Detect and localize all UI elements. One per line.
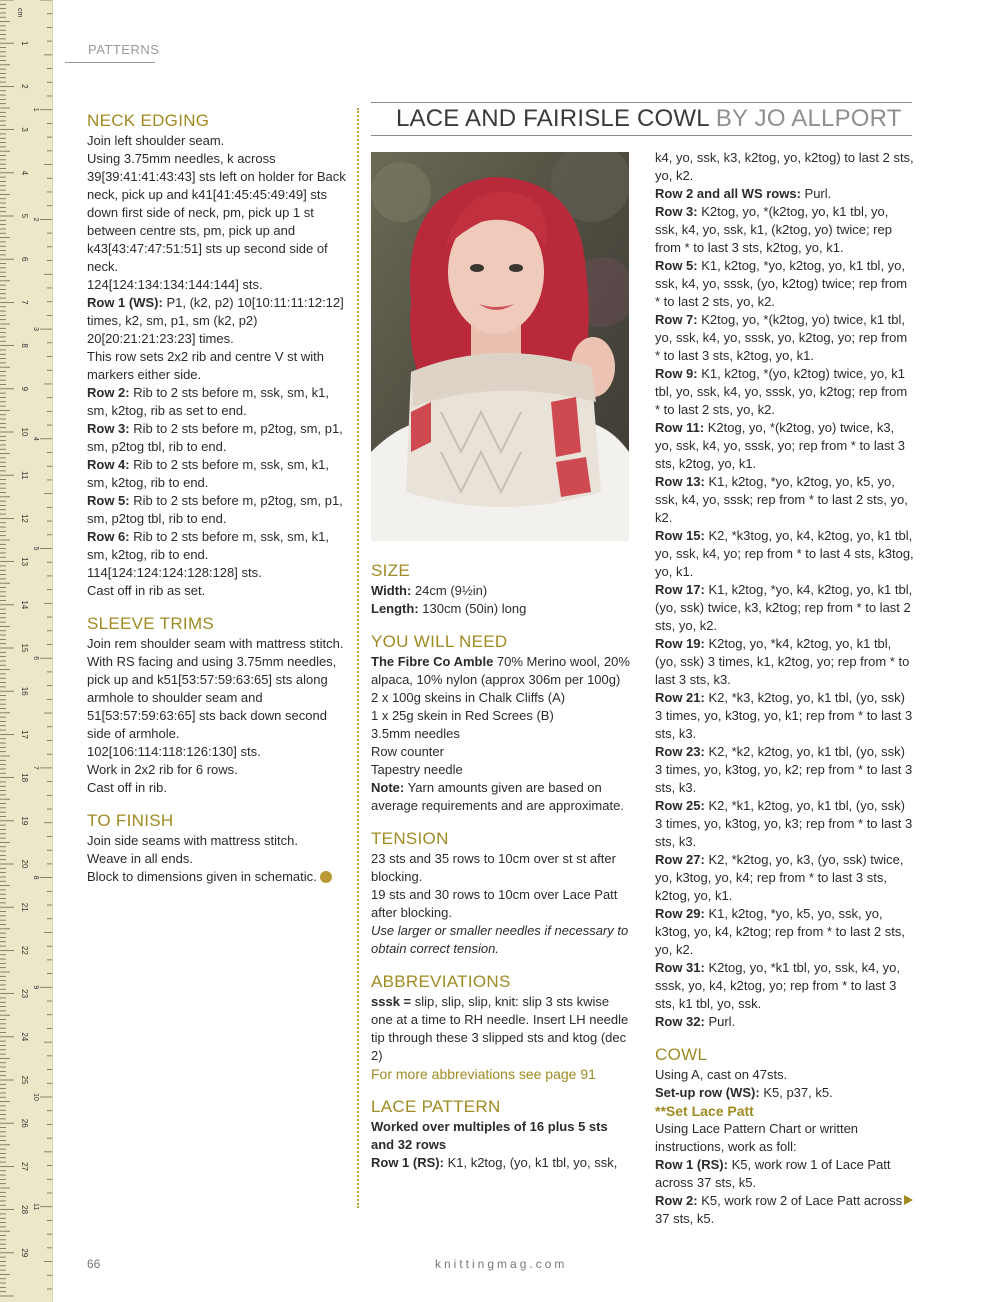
abbr-text: slip, slip, slip, knit: slip 3 sts kwise one at a time to RH needle. Insert LH needle tip through these 3 slipped sts and ktog (dec 2) xyxy=(371,994,629,1063)
row-text: K2tog, yo, *k1 tbl, yo, ssk, k4, yo, sssk, yo, k4, k2tog, yo; rep from * to last 3 sts, k1 tbl, yo, ssk. xyxy=(655,960,900,1011)
row-text: P1, (k2, p2) 10[10:11:11:12:12] times, k2, sm, p1, sm (k2, p2) 20[20:21:21:23:23] times. xyxy=(87,295,344,346)
lace-row xyxy=(655,203,915,257)
row-label: Row 25: xyxy=(655,798,705,813)
paragraph: With RS facing and using 3.75mm needles, pick up and k51[53:57:59:63:65] sts along armhole to shoulder seam and 51[53:57:59:63:65] sts back down second side of armhole. xyxy=(87,654,337,741)
row-text: K1, k2tog, *(yo, k2tog) twice, yo, k1 tbl, yo, ssk, k4, yo, sssk, yo, k2tog; rep from * to last 2 sts, yo, k2. xyxy=(655,366,908,417)
row-text: Rib to 2 sts before m, p2tog, sm, p1, sm, p2tog tbl, rib to end. xyxy=(87,493,343,526)
row-text: Purl. xyxy=(800,186,832,201)
paragraph: 23 sts and 35 rows to 10cm over st st after blocking. xyxy=(371,851,616,884)
column-left xyxy=(87,110,347,886)
page-number: 66 xyxy=(87,1257,101,1271)
triangle-right-icon[interactable] xyxy=(904,1195,913,1205)
paragraph-italic: Use larger or smaller needles if necessary to obtain correct tension. xyxy=(371,923,629,956)
ruler-label-cm: 26 xyxy=(20,1118,29,1128)
ruler-label-cm: 11 xyxy=(20,471,29,480)
label: Length: xyxy=(371,601,419,616)
heading-tension: TENSION xyxy=(371,829,449,848)
row-instruction xyxy=(655,1192,915,1228)
row-text: K2, *k3, k2tog, yo, k1 tbl, (yo, ssk) 3 times, yo, k3tog, yo, k1; rep from * to last 3 sts, k3. xyxy=(655,690,913,741)
ruler-label-in: 5 xyxy=(32,546,39,551)
ruler-label-in: 4 xyxy=(32,436,39,441)
row-instruction xyxy=(87,456,347,492)
paragraph: Join left shoulder seam. xyxy=(87,133,225,148)
row-text: K2, *k1, k2tog, yo, k1 tbl, (yo, ssk) 3 times, yo, k3tog, yo, k3; rep from * to last 3 sts, k3. xyxy=(655,798,913,849)
lace-intro: Worked over multiples of 16 plus 5 sts and 32 rows xyxy=(371,1119,608,1152)
lace-row xyxy=(655,905,915,959)
row-instruction xyxy=(87,492,347,528)
ruler-label-in: 2 xyxy=(32,217,39,222)
title-main: LACE AND FAIRISLE COWL xyxy=(396,105,709,132)
ruler-label-in: 6 xyxy=(32,656,39,661)
ruler-label-in: 7 xyxy=(32,765,39,770)
ruler-label-in: 8 xyxy=(32,875,39,880)
ruler-label-cm: 8 xyxy=(20,343,29,348)
heading-to-finish: TO FINISH xyxy=(87,811,174,830)
lace-row xyxy=(655,797,915,851)
row-text: K5, work row 1 of Lace Patt across 37 sts, k5. xyxy=(655,1157,891,1190)
ruler-label-cm: 21 xyxy=(20,902,29,912)
row-label: Row 15: xyxy=(655,528,705,543)
size-width xyxy=(371,582,633,600)
row-label: Row 3: xyxy=(87,421,130,436)
row-text: K5, work row 2 of Lace Patt across 37 sts, k5. xyxy=(655,1193,903,1226)
ruler-label-cm: 10 xyxy=(20,427,29,437)
paragraph-final xyxy=(87,868,347,886)
material-item: 3.5mm needles xyxy=(371,726,460,741)
ruler-label-in: 11 xyxy=(32,1203,39,1211)
heading-sleeve-trims: SLEEVE TRIMS xyxy=(87,614,215,633)
paragraph: Weave in all ends. xyxy=(87,851,193,866)
ruler-label-cm: 27 xyxy=(20,1161,29,1171)
material-item: 2 x 100g skeins in Chalk Cliffs (A) xyxy=(371,690,566,705)
abbreviation-sssk xyxy=(371,993,633,1065)
row-label: Row 27: xyxy=(655,852,705,867)
column-middle xyxy=(371,560,633,1172)
row-instruction xyxy=(655,1156,915,1192)
row-text: Rib to 2 sts before m, ssk, sm, k1, sm, k2tog, rib as set to end. xyxy=(87,385,330,418)
row-label: Row 3: xyxy=(655,204,698,219)
row-label: Row 7: xyxy=(655,312,698,327)
paragraph: This row sets 2x2 rib and centre V st with markers either side. xyxy=(87,349,324,382)
lace-row xyxy=(655,185,915,203)
ruler-label-cm: 29 xyxy=(20,1248,29,1258)
measuring-ruler xyxy=(0,0,53,1302)
ruler-ticks xyxy=(0,0,52,1302)
row-label: Row 4: xyxy=(87,457,130,472)
yarn-name: The Fibre Co Amble xyxy=(371,654,494,669)
ruler-label-cm: 25 xyxy=(20,1075,29,1085)
heading-neck-edging: NECK EDGING xyxy=(87,111,210,130)
row-text: K2tog, yo, *(k2tog, yo, k1 tbl, yo, ssk, k4, yo, ssk, k1, (k2tog, yo) twice; rep from * to last 3 sts, k2tog, yo, k1. xyxy=(655,204,892,255)
heading-cowl: COWL xyxy=(655,1045,708,1064)
paragraph: 114[124:124:124:128:128] sts. xyxy=(87,565,262,580)
lace-row xyxy=(655,743,915,797)
ruler-label-in: 1 xyxy=(32,107,39,112)
lace-row xyxy=(655,527,915,581)
ruler-label-cm: 24 xyxy=(20,1032,29,1042)
row-label: Row 29: xyxy=(655,906,705,921)
size-length xyxy=(371,600,633,618)
ruler-label-cm: 18 xyxy=(20,773,29,783)
yarn-info xyxy=(371,653,633,689)
site-name: knittingmag.com xyxy=(435,1257,568,1271)
row-label: Row 2 and all WS rows: xyxy=(655,186,801,201)
value: 24cm (9½in) xyxy=(411,583,488,598)
note xyxy=(371,779,633,815)
heading-size: SIZE xyxy=(371,561,410,580)
paragraph: 124[124:134:134:144:144] sts. xyxy=(87,277,263,292)
row-label: Row 1 (WS): xyxy=(87,295,163,310)
lace-row xyxy=(655,1013,915,1031)
note-label: Note: xyxy=(371,780,405,795)
row-text: K2, *k2tog, yo, k3, (yo, ssk) twice, yo, k3tog, yo, k4; rep from * to last 3 sts, k2tog, yo, k1. xyxy=(655,852,904,903)
row-continuation: k4, yo, ssk, k3, k2tog, yo, k2tog) to last 2 sts, yo, k2. xyxy=(655,150,914,183)
row-text: K5, p37, k5. xyxy=(759,1085,833,1100)
row-instruction xyxy=(87,420,347,456)
row-text: Rib to 2 sts before m, p2tog, sm, p1, sm, p2tog tbl, rib to end. xyxy=(87,421,343,454)
ruler-label-cm: 4 xyxy=(20,170,29,176)
row-label: Row 13: xyxy=(655,474,705,489)
paragraph: Work in 2x2 rib for 6 rows. xyxy=(87,762,238,777)
row-label: Set-up row (WS): xyxy=(655,1085,760,1100)
ruler-label-cm: 20 xyxy=(20,859,29,869)
paragraph: Join rem shoulder seam with mattress stitch. xyxy=(87,636,344,651)
ruler-label-cm: 23 xyxy=(20,989,29,999)
lace-row xyxy=(655,257,915,311)
row-instruction xyxy=(87,384,347,420)
section-label: PATTERNS xyxy=(88,42,160,57)
lace-row xyxy=(655,581,915,635)
row-label: Row 21: xyxy=(655,690,705,705)
row-text: K2, *k3tog, yo, k4, k2tog, yo, k1 tbl, yo, ssk, k4, yo; rep from * to last 4 sts, k3tog, yo, k1. xyxy=(655,528,914,579)
paragraph: Join side seams with mattress stitch. xyxy=(87,833,298,848)
lace-row xyxy=(655,473,915,527)
column-right xyxy=(655,149,915,1228)
lace-row xyxy=(655,851,915,905)
row-text: K2tog, yo, *(k2tog, yo) twice, k3, yo, ssk, k4, yo, sssk, yo; rep from * to last 3 sts, k2tog, yo, k1. xyxy=(655,420,905,471)
ruler-label-cm: 5 xyxy=(20,213,29,219)
lace-rows-list xyxy=(655,185,915,1031)
ruler-label-cm: 12 xyxy=(20,513,29,523)
row-label: Row 32: xyxy=(655,1014,705,1029)
model-photo xyxy=(371,152,629,541)
lace-row xyxy=(655,365,915,419)
ruler-label-cm: 22 xyxy=(20,945,29,955)
row-label: Row 2: xyxy=(655,1193,698,1208)
row-text: Rib to 2 sts before m, ssk, sm, k1, sm, k2tog, rib to end. xyxy=(87,457,330,490)
row-label: Row 19: xyxy=(655,636,705,651)
ruler-label-in: 10 xyxy=(32,1093,39,1101)
ruler-label-cm: 6 xyxy=(20,256,29,262)
paragraph: Using Lace Pattern Chart or written instructions, work as foll: xyxy=(655,1121,859,1154)
paragraph-text: Block to dimensions given in schematic. xyxy=(87,869,317,884)
row-instruction xyxy=(87,528,347,564)
ruler-label-in: 3 xyxy=(32,327,39,332)
row-label: Row 9: xyxy=(655,366,698,381)
heading-abbreviations: ABBREVIATIONS xyxy=(371,972,511,991)
row-label: Row 5: xyxy=(655,258,698,273)
row-text: Purl. xyxy=(704,1014,736,1029)
ruler-label-in: 9 xyxy=(32,985,39,990)
row-text: K2, *k2, k2tog, yo, k1 tbl, (yo, ssk) 3 times, yo, k3tog, yo, k2; rep from * to last 3 sts, k3. xyxy=(655,744,913,795)
subheading-set-lace: **Set Lace Patt xyxy=(655,1103,754,1119)
row-text: Rib to 2 sts before m, ssk, sm, k1, sm, k2tog, rib to end. xyxy=(87,529,330,562)
pattern-title xyxy=(371,102,912,136)
photo-illustration xyxy=(371,152,629,541)
row-text: K1, k2tog, *yo, k2tog, yo, k1 tbl, yo, ssk, k4, yo, sssk, (yo, k2tog) twice; rep from * to last 2 sts, yo, k2. xyxy=(655,258,908,309)
row-label: Row 2: xyxy=(87,385,130,400)
paragraph: 19 sts and 30 rows to 10cm over Lace Patt after blocking. xyxy=(371,887,618,920)
row-label: Row 6: xyxy=(87,529,130,544)
ruler-label-cm: 17 xyxy=(20,729,29,739)
row-label: Row 1 (RS): xyxy=(371,1155,444,1170)
lace-row xyxy=(655,959,915,1013)
lace-row xyxy=(655,689,915,743)
label: Width: xyxy=(371,583,412,598)
paragraph: Cast off in rib as set. xyxy=(87,583,206,598)
more-abbreviations-link[interactable]: For more abbreviations see page 91 xyxy=(371,1066,596,1082)
ruler-label-cm: 28 xyxy=(20,1205,29,1215)
row-text: K2tog, yo, *(k2tog, yo) twice, k1 tbl, yo, ssk, k4, yo, sssk, yo, k2tog, yo; rep from * to last 3 sts, k2tog, yo, k1. xyxy=(655,312,908,363)
abbr-label: sssk = xyxy=(371,994,412,1009)
paragraph: Using 3.75mm needles, k across 39[39:41:41:43:43] sts left on holder for Back neck, pick up and k41[41:45:45:49:49] sts down first side of neck, pm, pick up 1 st between centre sts, pm, pick up and k43[43:47:47:51:51] sts up second side of neck. xyxy=(87,151,346,274)
column-divider xyxy=(357,108,359,1208)
note-text: Yarn amounts given are based on average requirements and are approximate. xyxy=(371,780,624,813)
ruler-unit-label: cm xyxy=(16,8,23,18)
material-item: Row counter xyxy=(371,744,444,759)
value: 130cm (50in) long xyxy=(418,601,527,616)
ruler-label-cm: 7 xyxy=(20,300,29,305)
ruler-label-cm: 19 xyxy=(20,816,29,826)
paragraph: Using A, cast on 47sts. xyxy=(655,1067,788,1082)
yarn-ball-icon xyxy=(320,871,332,883)
row-text: K2tog, yo, *k4, k2tog, yo, k1 tbl, (yo, ssk) 3 times, k1, k2tog, yo; rep from * to last 3 sts, k3. xyxy=(655,636,910,687)
ruler-label-cm: 13 xyxy=(20,557,29,567)
row-label: Row 11: xyxy=(655,420,705,435)
ruler-label-cm: 16 xyxy=(20,686,29,696)
row-instruction xyxy=(371,1154,633,1172)
row-instruction xyxy=(655,1084,915,1102)
material-item: Tapestry needle xyxy=(371,762,463,777)
row-label: Row 17: xyxy=(655,582,705,597)
row-text: K1, k2tog, (yo, k1 tbl, yo, ssk, xyxy=(443,1155,618,1170)
ruler-label-cm: 3 xyxy=(20,127,29,132)
yarn-text: 70% Merino wool, 20% alpaca, 10% nylon (approx 306m per 100g) xyxy=(371,654,630,687)
row-text: K1, k2tog, *yo, k2tog, yo, k5, yo, ssk, k4, yo, sssk; rep from * to last 2 sts, yo, k2. xyxy=(655,474,908,525)
row-label: Row 31: xyxy=(655,960,705,975)
ruler-label-cm: 14 xyxy=(20,600,29,610)
row-label: Row 1 (RS): xyxy=(655,1157,728,1172)
material-item: 1 x 25g skein in Red Screes (B) xyxy=(371,708,554,723)
row-text: K1, k2tog, *yo, k5, yo, ssk, yo, k3tog, yo, k4, k2tog; rep from * to last 2 sts, yo, k2. xyxy=(655,906,906,957)
lace-row xyxy=(655,419,915,473)
lace-row xyxy=(655,311,915,365)
lace-row xyxy=(655,635,915,689)
section-rule xyxy=(65,62,155,63)
ruler-label-cm: 1 xyxy=(20,40,29,46)
title-author: BY JO ALLPORT xyxy=(715,105,902,132)
ruler-label-cm: 9 xyxy=(20,386,29,392)
row-label: Row 23: xyxy=(655,744,705,759)
paragraph: Cast off in rib. xyxy=(87,780,167,795)
heading-you-will-need: YOU WILL NEED xyxy=(371,632,508,651)
row-text: K1, k2tog, *yo, k4, k2tog, yo, k1 tbl, (yo, ssk) twice, k3, k2tog; rep from * to last 2 sts, yo, k2. xyxy=(655,582,913,633)
row-instruction xyxy=(87,294,347,348)
ruler-label-cm: 15 xyxy=(20,643,29,653)
ruler-label-cm: 2 xyxy=(20,84,29,89)
row-label: Row 5: xyxy=(87,493,130,508)
heading-lace-pattern: LACE PATTERN xyxy=(371,1097,501,1116)
paragraph: 102[106:114:118:126:130] sts. xyxy=(87,744,261,759)
